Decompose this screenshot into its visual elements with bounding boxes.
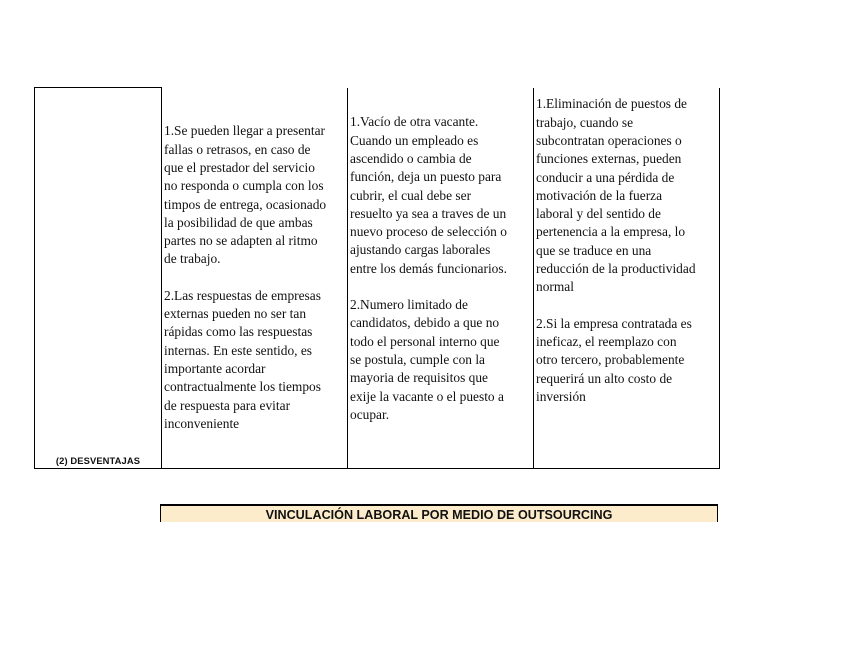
text-line: timpos de entrega, ocasionado	[164, 196, 327, 212]
text-line: normal	[536, 279, 574, 295]
text-line: ascendido o cambia de	[350, 150, 472, 166]
text-line: ocupar.	[350, 406, 390, 422]
text-line: importante acordar	[164, 360, 266, 376]
cell-3-paragraph-1	[536, 95, 719, 296]
text-line: ineficaz, el reemplazo con	[536, 333, 677, 349]
text-line: 1.Se pueden llegar a presentar	[164, 123, 325, 139]
text-line: funciones externas, pueden	[536, 151, 682, 167]
text-line: ajustando cargas laborales	[350, 242, 491, 258]
text-line: inconveniente	[164, 415, 240, 431]
text-line: reducción de la productividad	[536, 261, 696, 277]
text-line: que el prestador del servicio	[164, 159, 315, 175]
text-line: nuevo proceso de selección o	[350, 224, 507, 240]
text-line: todo el personal interno que	[350, 333, 500, 349]
text-line: pertenencia a la empresa, lo	[536, 224, 686, 240]
text-line: conducir a una pérdida de	[536, 169, 675, 185]
text-line: 2.Numero limitado de	[350, 297, 468, 313]
disadvantages-cell-3	[534, 88, 720, 469]
text-line: la posibilidad de que ambas	[164, 214, 313, 230]
text-line: otro tercero, probablemente	[536, 352, 685, 368]
cell-3-paragraph-2	[536, 315, 719, 406]
text-line: 2.Si la empresa contratada es	[536, 315, 692, 331]
row-label: (2) DESVENTAJAS	[55, 455, 141, 466]
text-line: función, deja un puesto para	[350, 169, 502, 185]
text-line: se postula, cumple con la	[350, 351, 485, 367]
outsourcing-section-banner	[160, 504, 718, 522]
text-line: resuelto ya sea a traves de un	[350, 205, 507, 221]
disadvantages-row	[35, 88, 720, 469]
text-line: internas. En este sentido, es	[164, 342, 313, 358]
text-line: 2.Las respuestas de empresas	[164, 287, 321, 303]
cell-1-paragraph-2	[164, 287, 347, 433]
row-label-cell	[35, 88, 162, 469]
text-line: fallas o retrasos, en caso de	[164, 141, 311, 157]
cell-2-paragraph-1	[350, 113, 533, 278]
text-line: 1.Eliminación de puestos de	[536, 96, 687, 112]
cell-2-paragraph-2	[350, 296, 533, 424]
text-line: candidatos, debido a que no	[350, 315, 500, 331]
cell-1-paragraph-1	[164, 122, 347, 268]
banner-title: VINCULACIÓN LABORAL POR MEDIO DE OUTSOURCING	[265, 508, 613, 522]
text-line: Cuando un empleado es	[350, 132, 479, 148]
text-line: mayoria de requisitos que	[350, 370, 488, 386]
text-line: contractualmente los tiempos	[164, 379, 321, 395]
text-line: externas pueden no ser tan	[164, 306, 307, 322]
text-line: cubrir, el cual debe ser	[350, 187, 472, 203]
text-line: subcontratan operaciones o	[536, 132, 682, 148]
text-line: entre los demás funcionarios.	[350, 260, 507, 276]
text-line: inversión	[536, 388, 586, 404]
disadvantages-table	[34, 87, 720, 469]
text-line: de trabajo.	[164, 251, 221, 267]
text-line: trabajo, cuando se	[536, 114, 634, 130]
text-line: exije la vacante o el puesto a	[350, 388, 504, 404]
text-line: de respuesta para evitar	[164, 397, 291, 413]
disadvantages-cell-2	[348, 88, 534, 469]
text-line: laboral y del sentido de	[536, 206, 661, 222]
text-line: motivación de la fuerza	[536, 187, 663, 203]
disadvantages-cell-1	[162, 88, 348, 469]
text-line: rápidas como las respuestas	[164, 324, 313, 340]
text-line: partes no se adapten al ritmo	[164, 233, 318, 249]
text-line: no responda o cumpla con los	[164, 178, 324, 194]
text-line: requerirá un alto costo de	[536, 370, 673, 386]
text-line: 1.Vacío de otra vacante.	[350, 114, 479, 130]
text-line: que se traduce en una	[536, 242, 652, 258]
